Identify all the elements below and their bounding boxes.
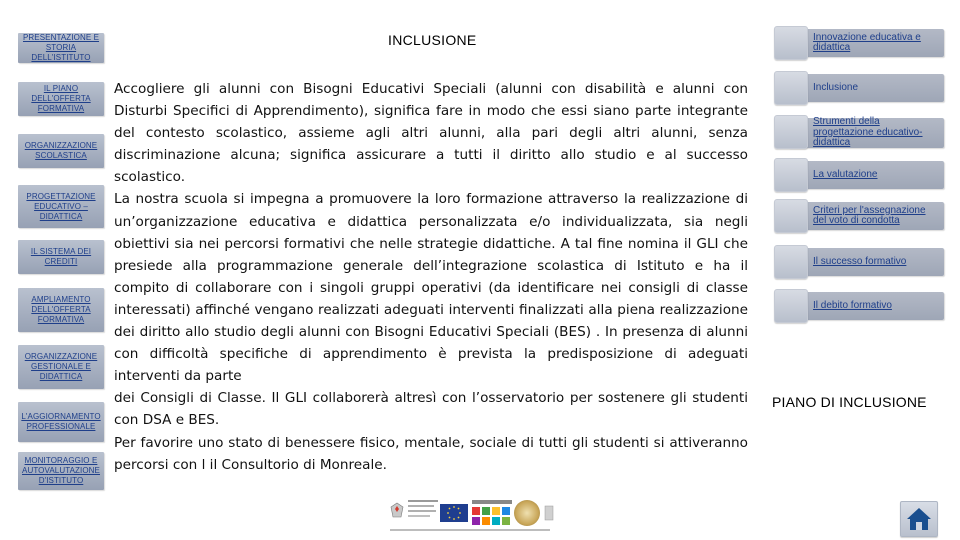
nav-label: Criteri per l'assegnazione del voto di condotta	[813, 204, 926, 226]
nav-inclusione-current[interactable]	[770, 71, 944, 105]
nav-tile	[774, 199, 808, 233]
nav-tile	[774, 245, 808, 279]
seal-icon	[514, 500, 540, 526]
republic-emblem-icon	[390, 502, 404, 518]
nav-label: IL PIANO DELL'OFFERTA FORMATIVA	[31, 84, 91, 113]
eu-flag-icon	[440, 504, 468, 522]
nav-label: Il successo formativo	[813, 255, 907, 267]
nav-successo-formativo[interactable]	[770, 245, 944, 279]
nav-label: Strumenti della progettazione educativo-didattica	[813, 116, 923, 149]
nav-organizzazione-gestionale[interactable]	[18, 345, 104, 389]
paragraph-consigli: dei Consigli di Classe. Il GLI collaborerà altresì con l’osservatorio per sostenere gli studenti con DSA e BES.	[114, 390, 748, 429]
nav-label: PRESENTAZIONE E STORIA DELL'ISTITUTO	[22, 33, 100, 62]
nav-label: MONITORAGGIO E AUTOVALUTAZIONE D'ISTITUTO	[22, 456, 100, 485]
ministry-text-icon	[408, 498, 438, 524]
home-button[interactable]	[900, 501, 938, 537]
piano-inclusione-label: PIANO DI INCLUSIONE	[772, 394, 927, 410]
nav-tile	[774, 158, 808, 192]
nav-tile	[774, 115, 808, 149]
nav-organizzazione-scolastica[interactable]	[18, 134, 104, 168]
nav-label: ORGANIZZAZIONE SCOLASTICA	[24, 141, 98, 160]
paragraph-formazione: La nostra scuola si impegna a promuovere la loro formazione attraverso la realizzazione di un’organizzazione educativa e didattica personalizzata e/o individualizzata, sia negli obiettivi sia nei percorsi formativi che nelle strategie didattiche. A tal fine nomina il GLI che presiede alla programmazione generale dell’integrazione scolastica di Istituto e ha il compito di collaborare con i singoli gruppi operativi (da identificare nei consigli di classe interessati) affinché vengano realizzati adeguati interventi finalizzati alla piena realizzazione dei diritto allo studio degli alunni con Bisogni Educativi Speciali (BES) . In presenza di alunni con difficoltà specifiche di apprendimento è prevista la predisposizione di adeguati interventi da parte	[114, 191, 748, 385]
nav-strumenti-progettazione[interactable]	[770, 115, 944, 151]
nav-tile	[774, 289, 808, 323]
nav-label: Inclusione	[813, 81, 859, 93]
nav-debito-formativo[interactable]	[770, 289, 944, 323]
nav-tile	[774, 26, 808, 60]
colored-squares-logo-icon	[472, 500, 512, 526]
nav-label: La valutazione	[813, 168, 878, 180]
nav-aggiornamento-professionale[interactable]	[18, 402, 104, 442]
nav-presentazione-storia[interactable]	[18, 33, 104, 63]
nav-label: AMPLIAMENTO DELL'OFFERTA FORMATIVA	[31, 295, 91, 324]
nav-label: Innovazione educativa e didattica	[813, 31, 921, 53]
nav-label: PROGETTAZIONE EDUCATIVO – DIDATTICA	[26, 191, 96, 221]
nav-valutazione[interactable]	[770, 158, 944, 192]
nav-criteri-condotta[interactable]	[770, 199, 944, 233]
nav-sistema-crediti[interactable]	[18, 240, 104, 274]
left-navigation	[0, 0, 112, 540]
small-emblem-icon	[544, 504, 554, 522]
right-navigation	[770, 0, 960, 540]
paragraph-accoglienza: Accogliere gli alunni con Bisogni Educativi Speciali (alunni con disabilità e alunni con Disturbi Specifici di Apprendimento), significa fare in modo che essi siano parte integrante del contesto scolastico, assieme agli altri alunni, alla pari degli altri alunni, senza discriminazione alcuna; significa assicurare a tutti il diritto allo studio e al successo scolastico.	[114, 81, 748, 186]
nav-label: IL SISTEMA DEI CREDITI	[30, 247, 92, 266]
home-icon	[905, 506, 933, 532]
main-content	[114, 78, 748, 476]
nav-label: L'AGGIORNAMENTO PROFESSIONALE	[21, 412, 101, 431]
nav-label: ORGANIZZAZIONE GESTIONALE E DIDATTICA	[24, 352, 98, 381]
nav-innovazione-educativa[interactable]	[770, 26, 944, 60]
nav-piano-offerta-formativa[interactable]	[18, 82, 104, 116]
nav-tile	[774, 71, 808, 105]
logo-caption-strip	[390, 528, 550, 532]
nav-progettazione-educativo-didattica[interactable]	[18, 185, 104, 228]
paragraph-benessere: Per favorire uno stato di benessere fisico, mentale, sociale di tutti gli studenti si attiveranno percorsi con l il Consultorio di Monreale.	[114, 434, 748, 473]
nav-monitoraggio-autovalutazione[interactable]	[18, 452, 104, 490]
nav-ampliamento-offerta[interactable]	[18, 288, 104, 332]
page-title: INCLUSIONE	[388, 32, 477, 48]
nav-label: Il debito formativo	[813, 299, 892, 311]
school-logos	[384, 496, 554, 536]
